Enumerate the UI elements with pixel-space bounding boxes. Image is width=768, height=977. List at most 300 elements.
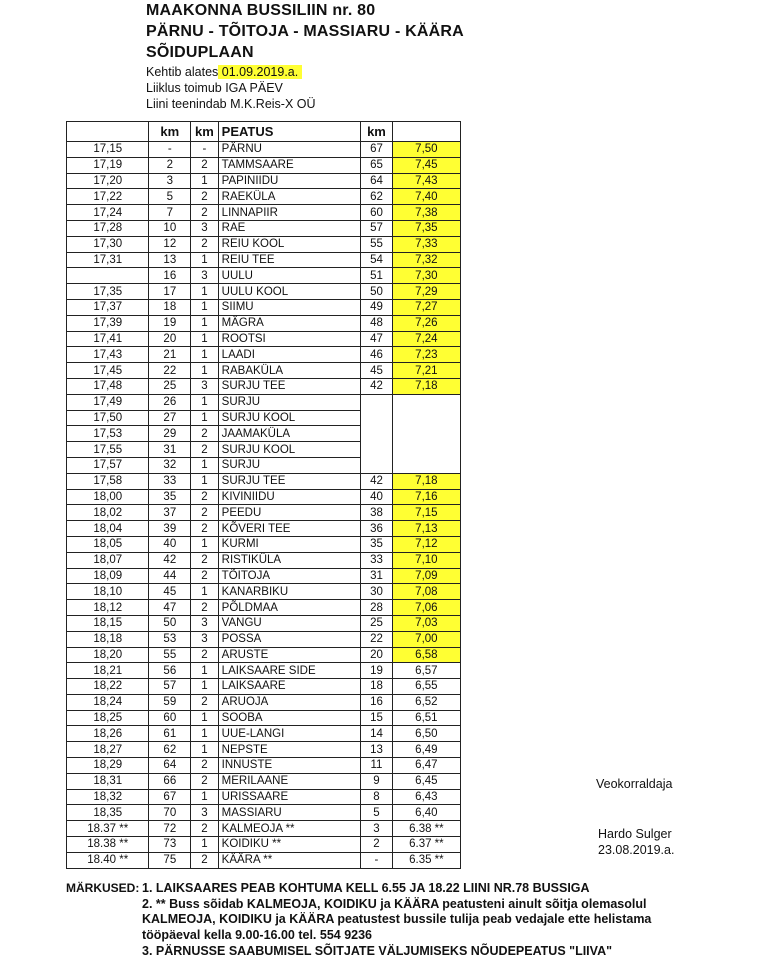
return-time: 7,18 — [392, 473, 460, 489]
note-1: 1. LAIKSAARES PEAB KOHTUMA KELL 6.55 JA 18.22 LIINI NR.78 BUSSIGA — [142, 881, 590, 895]
stop-name: PAPINIIDU — [218, 173, 361, 189]
return-time: 7,00 — [392, 631, 460, 647]
departure-time: 17,41 — [67, 331, 149, 347]
return-time: 7,43 — [392, 173, 460, 189]
km-total: 29 — [149, 426, 191, 442]
departure-time — [67, 268, 149, 284]
km-total: 2 — [149, 157, 191, 173]
departure-time: 18,21 — [67, 663, 149, 679]
departure-time: 17,49 — [67, 394, 149, 410]
departure-time: 18,24 — [67, 694, 149, 710]
note-2-line-1: 2. ** Buss sõidab KALMEOJA, KOIDIKU ja KÄÄRA peatusteni ainult sõitja olemasolul — [142, 897, 647, 911]
km-return: 50 — [361, 284, 393, 300]
km-total: 67 — [149, 789, 191, 805]
km-return: 20 — [361, 647, 393, 663]
header-stop: PEATUS — [218, 122, 361, 142]
km-segment: 2 — [191, 568, 218, 584]
departure-time: 17,15 — [67, 142, 149, 158]
km-return: 3 — [361, 821, 393, 837]
stop-name: SURJU — [218, 457, 361, 473]
departure-time: 17,43 — [67, 347, 149, 363]
table-row — [67, 284, 461, 300]
table-row — [67, 536, 461, 552]
km-segment: 2 — [191, 489, 218, 505]
km-total: 44 — [149, 568, 191, 584]
km-total: 32 — [149, 457, 191, 473]
table-row — [67, 142, 461, 158]
stop-name: KALMEOJA ** — [218, 821, 361, 837]
km-total: 37 — [149, 505, 191, 521]
stop-name: RAE — [218, 220, 361, 236]
stop-name: PEEDU — [218, 505, 361, 521]
header-departure — [67, 122, 149, 142]
departure-time: 17,53 — [67, 426, 149, 442]
km-segment: 1 — [191, 173, 218, 189]
stop-name: SURJU KOOL — [218, 442, 361, 458]
table-row — [67, 837, 461, 853]
stop-name: KIVINIIDU — [218, 489, 361, 505]
departure-time: 17,48 — [67, 378, 149, 394]
km-total: 10 — [149, 220, 191, 236]
departure-time: 17,20 — [67, 173, 149, 189]
km-segment: 1 — [191, 363, 218, 379]
departure-time: 18,20 — [67, 647, 149, 663]
km-return-merged — [361, 394, 393, 473]
return-time: 7,26 — [392, 315, 460, 331]
departure-time: 17,28 — [67, 220, 149, 236]
operator-info: Liini teenindab M.K.Reis-X OÜ — [146, 97, 316, 111]
km-segment: 2 — [191, 205, 218, 221]
route-stops-title: PÄRNU - TÕITOJA - MASSIARU - KÄÄRA — [146, 23, 464, 40]
departure-time: 18.37 ** — [67, 821, 149, 837]
km-total: 13 — [149, 252, 191, 268]
signed-date: 23.08.2019.a. — [598, 843, 675, 857]
table-row — [67, 489, 461, 505]
stop-name: PÕLDMAA — [218, 600, 361, 616]
km-return: 62 — [361, 189, 393, 205]
km-return: 30 — [361, 584, 393, 600]
km-return: 49 — [361, 299, 393, 315]
km-segment: 2 — [191, 505, 218, 521]
departure-time: 17,35 — [67, 284, 149, 300]
return-time: 6,40 — [392, 805, 460, 821]
return-time: 6.38 ** — [392, 821, 460, 837]
departure-time: 18,22 — [67, 679, 149, 695]
departure-time: 17,57 — [67, 457, 149, 473]
table-row — [67, 331, 461, 347]
km-segment: 2 — [191, 600, 218, 616]
return-time: 7,45 — [392, 157, 460, 173]
departure-time: 17,22 — [67, 189, 149, 205]
km-total: 18 — [149, 299, 191, 315]
km-segment: 3 — [191, 805, 218, 821]
table-row — [67, 789, 461, 805]
departure-time: 18,27 — [67, 742, 149, 758]
departure-time: 18,32 — [67, 789, 149, 805]
departure-time: 18,29 — [67, 758, 149, 774]
km-segment: 1 — [191, 742, 218, 758]
departure-time: 18,12 — [67, 600, 149, 616]
km-segment: 1 — [191, 331, 218, 347]
table-row — [67, 394, 461, 410]
return-time: 6,55 — [392, 679, 460, 695]
header-km-return: km — [361, 122, 393, 142]
stop-name: SOOBA — [218, 710, 361, 726]
table-row — [67, 710, 461, 726]
table-row — [67, 805, 461, 821]
table-row — [67, 236, 461, 252]
valid-from-line — [146, 64, 302, 80]
valid-from-date: 01.09.2019.a. — [218, 65, 302, 79]
km-segment: 3 — [191, 268, 218, 284]
km-segment: 1 — [191, 315, 218, 331]
timetable — [66, 121, 461, 869]
km-return: 42 — [361, 473, 393, 489]
departure-time: 18,26 — [67, 726, 149, 742]
km-segment: 1 — [191, 394, 218, 410]
departure-time: 17,24 — [67, 205, 149, 221]
stop-name: REIU TEE — [218, 252, 361, 268]
return-time: 6,45 — [392, 773, 460, 789]
stop-name: URISSAARE — [218, 789, 361, 805]
km-segment: 2 — [191, 821, 218, 837]
signer-name: Hardo Sulger — [598, 827, 672, 841]
departure-time: 18,25 — [67, 710, 149, 726]
table-row — [67, 742, 461, 758]
return-time: 6,43 — [392, 789, 460, 805]
stop-name: SIIMU — [218, 299, 361, 315]
return-time: 7,27 — [392, 299, 460, 315]
stop-name: LINNAPIIR — [218, 205, 361, 221]
departure-time: 17,58 — [67, 473, 149, 489]
stop-name: MASSIARU — [218, 805, 361, 821]
departure-time: 17,50 — [67, 410, 149, 426]
km-segment: 1 — [191, 473, 218, 489]
stop-name: REIU KOOL — [218, 236, 361, 252]
table-row — [67, 205, 461, 221]
km-return: 15 — [361, 710, 393, 726]
km-total: 70 — [149, 805, 191, 821]
km-segment: 1 — [191, 284, 218, 300]
km-total: 57 — [149, 679, 191, 695]
departure-time: 18,09 — [67, 568, 149, 584]
return-time: 7,16 — [392, 489, 460, 505]
km-segment: 2 — [191, 236, 218, 252]
km-return: 51 — [361, 268, 393, 284]
return-time: 6,57 — [392, 663, 460, 679]
km-return: 25 — [361, 615, 393, 631]
header-km-total: km — [149, 122, 191, 142]
stop-name: ARUSTE — [218, 647, 361, 663]
km-segment: 2 — [191, 758, 218, 774]
note-3: 3. PÄRNUSSE SAABUMISEL SÕITJATE VÄLJUMISEKS NÕUDEPEATUS "LIIVA" — [142, 944, 613, 958]
table-row — [67, 521, 461, 537]
km-total: 66 — [149, 773, 191, 789]
table-row — [67, 615, 461, 631]
stop-name: KURMI — [218, 536, 361, 552]
km-total: 55 — [149, 647, 191, 663]
km-return: 36 — [361, 521, 393, 537]
km-return: 2 — [361, 837, 393, 853]
stop-name: SURJU — [218, 394, 361, 410]
km-return: 13 — [361, 742, 393, 758]
table-row — [67, 363, 461, 379]
return-time: 7,23 — [392, 347, 460, 363]
km-segment: 2 — [191, 157, 218, 173]
table-row — [67, 220, 461, 236]
km-return: 64 — [361, 173, 393, 189]
km-return: 55 — [361, 236, 393, 252]
km-segment: 2 — [191, 647, 218, 663]
departure-time: 17,39 — [67, 315, 149, 331]
stop-name: MERILAANE — [218, 773, 361, 789]
stop-name: JAAMAKÜLA — [218, 426, 361, 442]
km-return: 28 — [361, 600, 393, 616]
km-return: 40 — [361, 489, 393, 505]
return-time: 7,18 — [392, 378, 460, 394]
km-return: 45 — [361, 363, 393, 379]
return-time: 6,51 — [392, 710, 460, 726]
km-total: 35 — [149, 489, 191, 505]
km-total: 12 — [149, 236, 191, 252]
departure-time: 17,30 — [67, 236, 149, 252]
km-return: 8 — [361, 789, 393, 805]
departure-time: 18,05 — [67, 536, 149, 552]
km-return: 14 — [361, 726, 393, 742]
stop-name: UULU KOOL — [218, 284, 361, 300]
return-time: 6,49 — [392, 742, 460, 758]
km-segment: 2 — [191, 694, 218, 710]
return-time: 6,58 — [392, 647, 460, 663]
km-return: 22 — [361, 631, 393, 647]
km-total: 60 — [149, 710, 191, 726]
table-row — [67, 299, 461, 315]
km-total: 45 — [149, 584, 191, 600]
km-total: 39 — [149, 521, 191, 537]
table-row — [67, 647, 461, 663]
stop-name: RISTIKÜLA — [218, 552, 361, 568]
note-2-line-3: tööpäeval kella 9.00-16.00 tel. 554 9236 — [142, 928, 373, 942]
table-row — [67, 631, 461, 647]
stop-name: KOIDIKU ** — [218, 837, 361, 853]
km-segment: 1 — [191, 584, 218, 600]
departure-time: 17,55 — [67, 442, 149, 458]
stop-name: ROOTSI — [218, 331, 361, 347]
departure-time: 17,31 — [67, 252, 149, 268]
km-return: 9 — [361, 773, 393, 789]
table-row — [67, 189, 461, 205]
km-total: 17 — [149, 284, 191, 300]
stop-name: LAADI — [218, 347, 361, 363]
km-segment: 3 — [191, 378, 218, 394]
km-total: 20 — [149, 331, 191, 347]
stop-name: LAIKSAARE — [218, 679, 361, 695]
table-row — [67, 347, 461, 363]
km-total: 40 — [149, 536, 191, 552]
return-time: 7,40 — [392, 189, 460, 205]
km-segment: 1 — [191, 457, 218, 473]
return-time: 6.37 ** — [392, 837, 460, 853]
km-segment: 1 — [191, 536, 218, 552]
return-time: 7,03 — [392, 615, 460, 631]
traffic-info: Liiklus toimub IGA PÄEV — [146, 81, 283, 95]
table-row — [67, 552, 461, 568]
km-return: 48 — [361, 315, 393, 331]
km-segment: 2 — [191, 852, 218, 868]
table-row — [67, 694, 461, 710]
table-row — [67, 821, 461, 837]
departure-time: 18.38 ** — [67, 837, 149, 853]
km-segment: 1 — [191, 410, 218, 426]
return-time: 7,35 — [392, 220, 460, 236]
km-segment: 1 — [191, 726, 218, 742]
header-km-segment: km — [191, 122, 218, 142]
return-time: 7,09 — [392, 568, 460, 584]
stop-name: ARUOJA — [218, 694, 361, 710]
km-total: 19 — [149, 315, 191, 331]
km-return: 54 — [361, 252, 393, 268]
km-segment: 1 — [191, 347, 218, 363]
departure-time: 18,00 — [67, 489, 149, 505]
stop-name: UUE-LANGI — [218, 726, 361, 742]
stop-name: KÄÄRA ** — [218, 852, 361, 868]
timetable-title: SÕIDUPLAAN — [146, 44, 254, 61]
km-total: 31 — [149, 442, 191, 458]
km-total: 50 — [149, 615, 191, 631]
return-time: 7,33 — [392, 236, 460, 252]
km-segment: - — [191, 142, 218, 158]
table-row — [67, 252, 461, 268]
km-return: - — [361, 852, 393, 868]
km-segment: 1 — [191, 663, 218, 679]
km-total: 53 — [149, 631, 191, 647]
departure-time: 18,31 — [67, 773, 149, 789]
departure-time: 18.40 ** — [67, 852, 149, 868]
km-return: 60 — [361, 205, 393, 221]
departure-time: 18,15 — [67, 615, 149, 631]
return-time: 7,32 — [392, 252, 460, 268]
km-total: 5 — [149, 189, 191, 205]
table-row — [67, 726, 461, 742]
km-total: 21 — [149, 347, 191, 363]
return-time-merged — [392, 394, 460, 473]
departure-time: 17,19 — [67, 157, 149, 173]
km-total: 3 — [149, 173, 191, 189]
return-time: 7,38 — [392, 205, 460, 221]
stop-name: SURJU TEE — [218, 378, 361, 394]
stop-name: NEPSTE — [218, 742, 361, 758]
return-time: 7,21 — [392, 363, 460, 379]
stop-name: POSSA — [218, 631, 361, 647]
departure-time: 18,02 — [67, 505, 149, 521]
km-return: 57 — [361, 220, 393, 236]
stop-name: UULU — [218, 268, 361, 284]
km-return: 19 — [361, 663, 393, 679]
route-title: MAAKONNA BUSSILIIN nr. 80 — [146, 2, 376, 19]
stop-name: RABAKÜLA — [218, 363, 361, 379]
km-segment: 2 — [191, 552, 218, 568]
km-total: 7 — [149, 205, 191, 221]
table-row — [67, 679, 461, 695]
departure-time: 17,37 — [67, 299, 149, 315]
return-time: 7,29 — [392, 284, 460, 300]
km-segment: 2 — [191, 442, 218, 458]
stop-name: LAIKSAARE SIDE — [218, 663, 361, 679]
return-time: 7,30 — [392, 268, 460, 284]
km-segment: 1 — [191, 837, 218, 853]
km-return: 47 — [361, 331, 393, 347]
km-total: 42 — [149, 552, 191, 568]
valid-from-label: Kehtib alates — [146, 65, 219, 79]
stop-name: INNUSTE — [218, 758, 361, 774]
note-2-line-2: KALMEOJA, KOIDIKU ja KÄÄRA peatustest bussile tulija peab vedajale ette helistama — [142, 912, 652, 926]
departure-time: 17,45 — [67, 363, 149, 379]
km-return: 46 — [361, 347, 393, 363]
table-row — [67, 773, 461, 789]
header-return-time — [392, 122, 460, 142]
km-return: 5 — [361, 805, 393, 821]
table-row — [67, 505, 461, 521]
km-return: 35 — [361, 536, 393, 552]
km-total: 61 — [149, 726, 191, 742]
km-return: 38 — [361, 505, 393, 521]
km-total: 22 — [149, 363, 191, 379]
return-time: 6,52 — [392, 694, 460, 710]
return-time: 6,47 — [392, 758, 460, 774]
km-return: 18 — [361, 679, 393, 695]
km-total: 25 — [149, 378, 191, 394]
km-return: 67 — [361, 142, 393, 158]
km-segment: 1 — [191, 789, 218, 805]
stop-name: PÄRNU — [218, 142, 361, 158]
table-row — [67, 378, 461, 394]
departure-time: 18,07 — [67, 552, 149, 568]
km-total: 33 — [149, 473, 191, 489]
table-row — [67, 663, 461, 679]
signer-role: Veokorraldaja — [596, 777, 673, 791]
stop-name: RAEKÜLA — [218, 189, 361, 205]
km-total: 56 — [149, 663, 191, 679]
km-segment: 2 — [191, 521, 218, 537]
km-total: 64 — [149, 758, 191, 774]
return-time: 6.35 ** — [392, 852, 460, 868]
return-time: 7,15 — [392, 505, 460, 521]
departure-time: 18,04 — [67, 521, 149, 537]
km-return: 16 — [361, 694, 393, 710]
return-time: 7,24 — [392, 331, 460, 347]
stop-name: SURJU TEE — [218, 473, 361, 489]
table-row — [67, 157, 461, 173]
km-total: 75 — [149, 852, 191, 868]
table-row — [67, 584, 461, 600]
km-return: 42 — [361, 378, 393, 394]
km-total: 62 — [149, 742, 191, 758]
table-row — [67, 600, 461, 616]
km-total: 16 — [149, 268, 191, 284]
km-return: 65 — [361, 157, 393, 173]
return-time: 7,06 — [392, 600, 460, 616]
return-time: 7,08 — [392, 584, 460, 600]
km-total: 73 — [149, 837, 191, 853]
stop-name: KÕVERI TEE — [218, 521, 361, 537]
stop-name: KANARBIKU — [218, 584, 361, 600]
km-total: 59 — [149, 694, 191, 710]
notes-label: MÄRKUSED: — [66, 881, 140, 895]
stop-name: SURJU KOOL — [218, 410, 361, 426]
km-segment: 1 — [191, 679, 218, 695]
km-return: 33 — [361, 552, 393, 568]
stop-name: TÕITOJA — [218, 568, 361, 584]
